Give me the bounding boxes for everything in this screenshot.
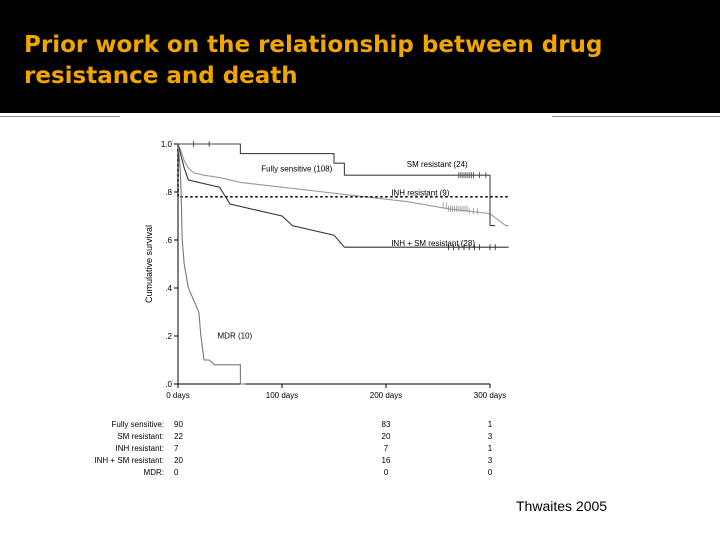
risk-table-row-label: Fully sensitive: bbox=[111, 420, 164, 429]
chart-series bbox=[178, 141, 509, 384]
risk-table-value: 22 bbox=[174, 432, 183, 441]
slide-title bbox=[24, 30, 684, 92]
chart-axes bbox=[144, 140, 506, 400]
risk-table-value: 1 bbox=[487, 444, 493, 453]
x-tick-label: 100 days bbox=[265, 391, 299, 400]
risk-table-row-label: MDR: bbox=[143, 468, 164, 477]
y-tick-label: .6 bbox=[165, 236, 172, 245]
risk-table-value: 3 bbox=[487, 432, 493, 441]
x-tick-label: 0 days bbox=[166, 391, 190, 400]
y-tick-label: 1.0 bbox=[160, 140, 172, 149]
y-tick-label: .4 bbox=[165, 284, 172, 293]
risk-table-value: 1 bbox=[487, 420, 493, 429]
divider-left bbox=[0, 116, 120, 117]
series-label: SM resistant (24) bbox=[406, 159, 468, 169]
risk-table-value: 16 bbox=[381, 456, 391, 465]
series-line bbox=[178, 144, 509, 197]
y-tick-label: .8 bbox=[165, 188, 172, 197]
title-band bbox=[0, 0, 720, 113]
slide-title-line-2: resistance and death bbox=[24, 63, 298, 89]
risk-table-row-label: INH + SM resistant: bbox=[94, 456, 164, 465]
series-line bbox=[178, 144, 495, 226]
series-label: MDR (10) bbox=[217, 331, 253, 341]
series-label: INH + SM resistant (28) bbox=[391, 239, 476, 248]
series-line bbox=[178, 144, 509, 226]
risk-table-value: 7 bbox=[174, 444, 179, 453]
x-tick-label: 200 days bbox=[369, 391, 403, 400]
risk-table-row-label: INH resistant: bbox=[115, 444, 164, 453]
x-tick-label: 300 days bbox=[473, 391, 507, 400]
risk-table-row-label: SM resistant: bbox=[117, 432, 164, 441]
y-tick-label: .2 bbox=[165, 332, 172, 341]
citation: Thwaites 2005 bbox=[516, 498, 608, 514]
risk-table-value: 3 bbox=[487, 456, 493, 465]
risk-table-value: 20 bbox=[381, 432, 391, 441]
risk-table-value: 83 bbox=[381, 420, 391, 429]
risk-table-value: 0 bbox=[487, 468, 493, 477]
y-tick-label: .0 bbox=[165, 380, 172, 389]
risk-table-value: 7 bbox=[383, 444, 389, 453]
risk-table bbox=[94, 420, 492, 477]
series-label: Fully sensitive (108) bbox=[261, 164, 333, 174]
y-axis-label: Cumulative survival bbox=[144, 224, 154, 304]
divider-right bbox=[552, 116, 720, 117]
risk-table-value: 90 bbox=[174, 420, 183, 429]
risk-table-value: 0 bbox=[383, 468, 389, 477]
series-label: INH resistant (9) bbox=[391, 188, 450, 198]
risk-table-value: 20 bbox=[174, 456, 183, 465]
slide-title-line-1: Prior work on the relationship between drug bbox=[24, 32, 603, 58]
risk-table-value: 0 bbox=[174, 468, 179, 477]
survival-chart bbox=[94, 130, 530, 492]
chart-series-labels bbox=[218, 160, 476, 341]
